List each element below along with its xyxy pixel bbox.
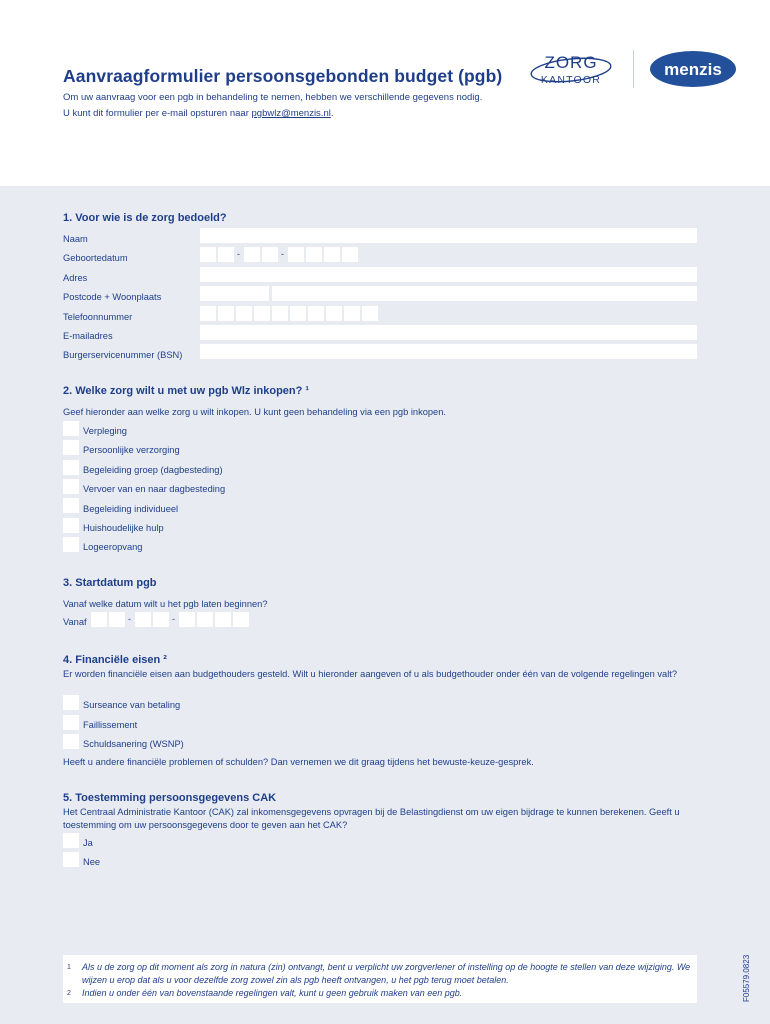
emailadres-field[interactable] — [200, 325, 697, 340]
option-persoonlijke-verzorging-label: Persoonlijke verzorging — [83, 445, 180, 455]
checkbox-begeleiding-individueel[interactable] — [63, 498, 79, 513]
footnote-2 — [67, 987, 693, 1000]
checkbox-persoonlijke-verzorging[interactable] — [63, 440, 79, 455]
email-link[interactable]: pgbwlz@menzis.nl — [251, 108, 331, 119]
phone-digit-cell[interactable] — [236, 306, 252, 321]
option-surseance-label: Surseance van betaling — [83, 700, 181, 710]
checkbox-ja[interactable] — [63, 833, 79, 848]
emailadres-label: E-mailadres — [63, 331, 113, 341]
menzis-logo-text: menzis — [664, 60, 722, 79]
phone-digit-cell[interactable] — [272, 306, 288, 321]
zorgkantoor-logo — [525, 50, 620, 90]
date-separator: - — [128, 614, 131, 624]
adres-field[interactable] — [200, 267, 697, 282]
section-5-description: Het Centraal Administratie Kantoor (CAK) zal inkomensgegevens opvragen bij de Belastingdienst om uw eigen bijdrage te kunnen berekenen. Geeft u toestemming om uw persoonsgegevens door te geven aan het CAK? — [63, 807, 680, 830]
checkbox-schuldsanering[interactable] — [63, 734, 79, 749]
checkbox-nee[interactable] — [63, 852, 79, 867]
intro-line-2 — [63, 108, 333, 119]
intro-line-2-prefix: U kunt dit formulier per e-mail opsturen naar — [63, 108, 252, 119]
option-huishoudelijke-hulp-label: Huishoudelijke hulp — [83, 523, 164, 533]
date-digit-cell[interactable] — [91, 612, 107, 627]
section-1-title: 1. Voor wie is de zorg bedoeld? — [63, 212, 227, 224]
checkbox-huishoudelijke-hulp[interactable] — [63, 518, 79, 533]
bsn-field[interactable] — [200, 344, 697, 359]
option-verpleging-label: Verpleging — [83, 426, 127, 436]
postcode-label: Postcode + Woonplaats — [63, 292, 162, 302]
phone-digit-cell[interactable] — [254, 306, 270, 321]
section-4-title: 4. Financiële eisen ² — [63, 654, 167, 666]
footnote-1-text: Als u de zorg op dit moment als zorg in natura (zin) ontvangt, bent u verplicht uw zorgverlener of instelling op de hoogte te stellen van deze wijziging. We wijzen u erop dat als u voor dezelfde zorg zowel zin als pgb heeft ontvangen, u het pgb terug moet betalen. — [82, 962, 691, 985]
phone-digit-cell[interactable] — [362, 306, 378, 321]
footnote-2-text: Indien u onder één van bovenstaande regelingen valt, kunt u geen gebruik maken van een pgb. — [82, 988, 463, 998]
checkbox-logeeropvang[interactable] — [63, 537, 79, 552]
date-digit-cell[interactable] — [153, 612, 169, 627]
section-2-title: 2. Welke zorg wilt u met uw pgb Wlz inkopen? ¹ — [63, 385, 310, 397]
phone-digit-cell[interactable] — [200, 306, 216, 321]
date-digit-cell[interactable] — [288, 247, 304, 262]
telefoon-label: Telefoonnummer — [63, 312, 133, 322]
date-digit-cell[interactable] — [262, 247, 278, 262]
phone-digit-cell[interactable] — [218, 306, 234, 321]
option-nee-label: Nee — [83, 857, 101, 867]
adres-label: Adres — [63, 273, 88, 283]
section-2-description: Geef hieronder aan welke zorg u wilt inkopen. U kunt geen behandeling via een pgb inkopen. — [63, 407, 446, 417]
checkbox-faillissement[interactable] — [63, 715, 79, 730]
date-digit-cell[interactable] — [324, 247, 340, 262]
footnote-1 — [67, 961, 693, 987]
postcode-field[interactable] — [200, 286, 269, 301]
option-vervoer-dagbesteding-label: Vervoer van en naar dagbesteding — [83, 484, 226, 494]
checkbox-vervoer-dagbesteding[interactable] — [63, 479, 79, 494]
woonplaats-field[interactable] — [272, 286, 697, 301]
naam-field[interactable] — [200, 228, 697, 243]
page-header — [0, 0, 770, 186]
date-digit-cell[interactable] — [342, 247, 358, 262]
footnote-2-marker: 2 — [67, 990, 71, 997]
phone-digit-cell[interactable] — [308, 306, 324, 321]
section-3-title: 3. Startdatum pgb — [63, 577, 157, 589]
bsn-label: Burgerservicenummer (BSN) — [63, 350, 183, 360]
date-digit-cell[interactable] — [135, 612, 151, 627]
section-4-closing: Heeft u andere financiële problemen of schulden? Dan vernemen we dit graag tijdens het bewuste-keuze-gesprek. — [63, 757, 534, 767]
option-ja-label: Ja — [83, 838, 93, 848]
option-faillissement-label: Faillissement — [83, 720, 138, 730]
option-begeleiding-groep-label: Begeleiding groep (dagbesteding) — [83, 465, 223, 475]
naam-label: Naam — [63, 234, 88, 244]
checkbox-begeleiding-groep[interactable] — [63, 460, 79, 475]
date-separator: - — [281, 249, 284, 259]
checkbox-verpleging[interactable] — [63, 421, 79, 436]
date-digit-cell[interactable] — [179, 612, 195, 627]
date-digit-cell[interactable] — [306, 247, 322, 262]
option-logeeropvang-label: Logeeropvang — [83, 542, 143, 552]
intro-line-2-suffix: . — [330, 108, 334, 119]
date-digit-cell[interactable] — [218, 247, 234, 262]
zorgkantoor-logo-top-text: ZORG — [544, 53, 598, 72]
phone-digit-cell[interactable] — [326, 306, 342, 321]
section-4-description: Er worden financiële eisen aan budgethouders gesteld. Wilt u hieronder aangeven of u als budgethouder onder één van de volgende regelingen valt? — [63, 669, 678, 679]
option-begeleiding-individueel-label: Begeleiding individueel — [83, 504, 179, 514]
footnote-1-marker: 1 — [67, 964, 71, 971]
zorgkantoor-logo-bottom-text: KANTOOR — [540, 74, 602, 86]
date-digit-cell[interactable] — [200, 247, 216, 262]
date-separator: - — [172, 614, 175, 624]
document-number: F05579.0823 — [742, 954, 751, 1002]
date-digit-cell[interactable] — [233, 612, 249, 627]
footnotes-box — [63, 955, 697, 1003]
geboortedatum-label: Geboortedatum — [63, 253, 128, 263]
checkbox-surseance[interactable] — [63, 695, 79, 710]
logo-divider — [633, 50, 634, 88]
phone-digit-cell[interactable] — [290, 306, 306, 321]
option-schuldsanering-label: Schuldsanering (WSNP) — [83, 739, 184, 749]
date-separator: - — [237, 249, 240, 259]
vanaf-label: Vanaf — [63, 617, 87, 627]
page-title: Aanvraagformulier persoonsgebonden budget (pgb) — [63, 66, 503, 86]
date-digit-cell[interactable] — [109, 612, 125, 627]
intro-line-1: Om uw aanvraag voor een pgb in behandeling te nemen, hebben we verschillende gegevens nodig. — [63, 92, 483, 103]
date-digit-cell[interactable] — [215, 612, 231, 627]
section-5-title: 5. Toestemming persoonsgegevens CAK — [63, 792, 277, 804]
section-3-question: Vanaf welke datum wilt u het pgb laten beginnen? — [63, 599, 268, 609]
menzis-logo — [649, 50, 737, 88]
date-digit-cell[interactable] — [197, 612, 213, 627]
date-digit-cell[interactable] — [244, 247, 260, 262]
phone-digit-cell[interactable] — [344, 306, 360, 321]
